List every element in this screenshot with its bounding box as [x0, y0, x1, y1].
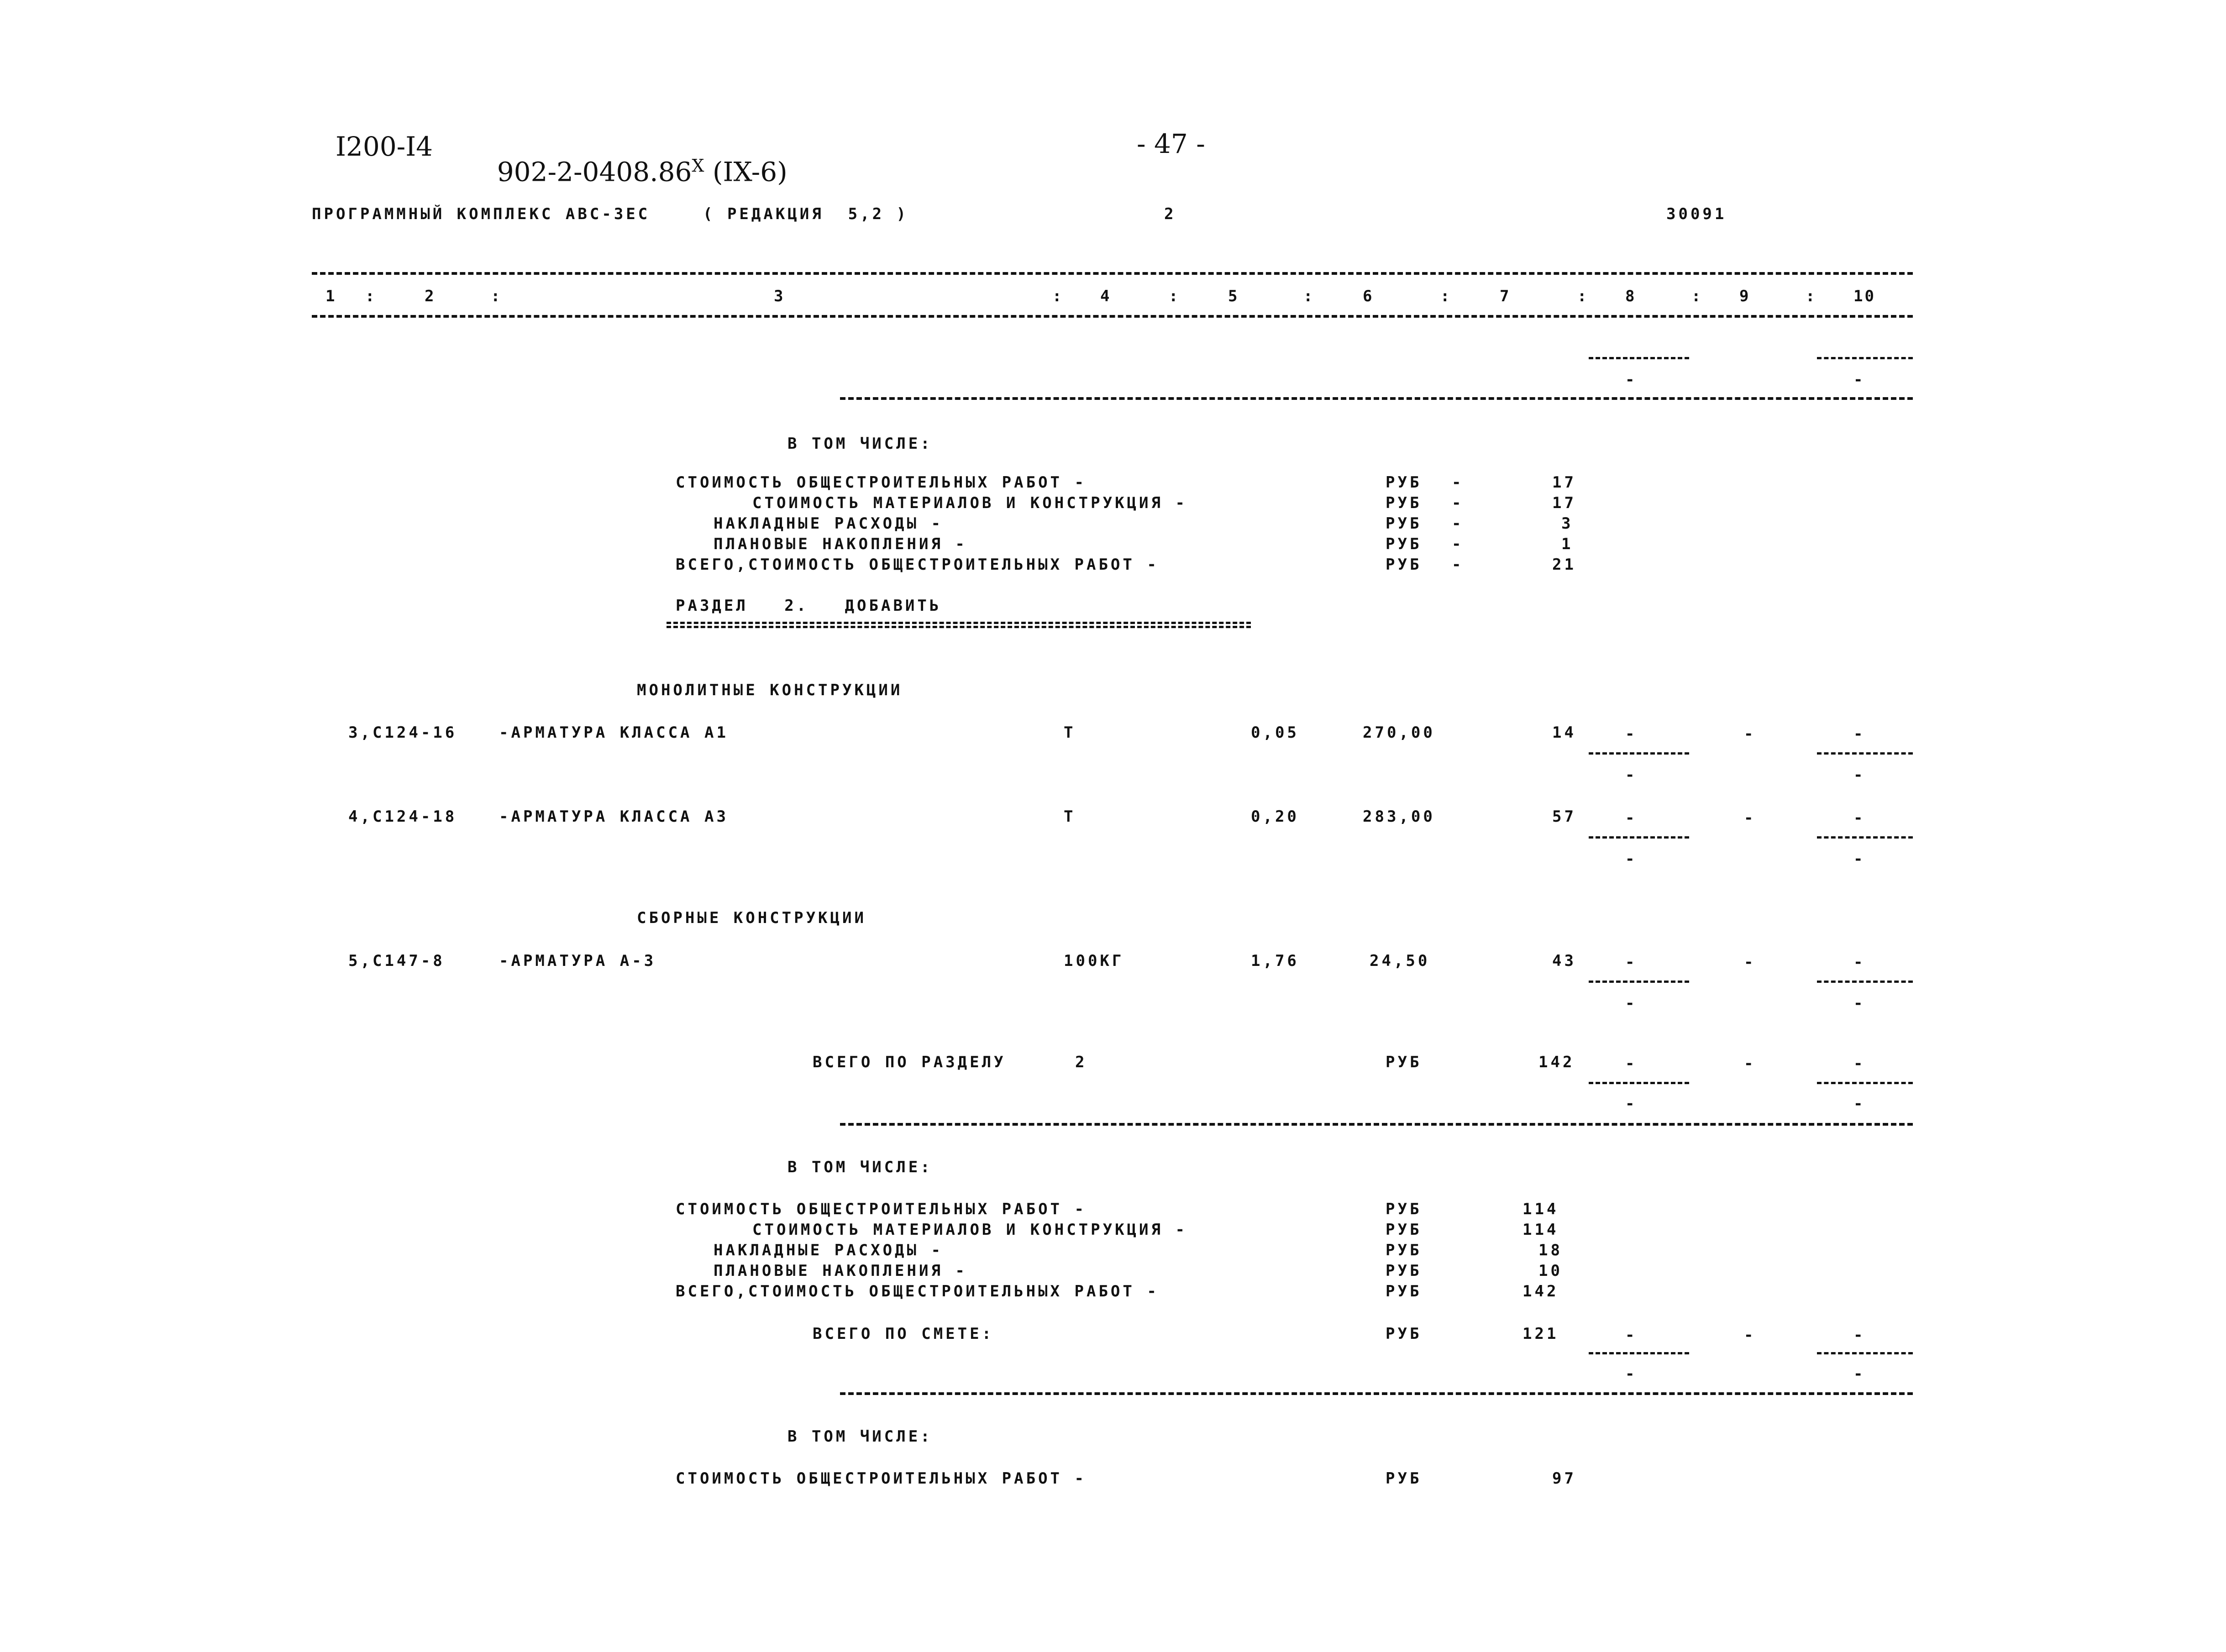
- summary-value: 10: [1538, 1262, 1563, 1280]
- column-separator: :: [1577, 287, 1589, 305]
- subtotal-rule: [1817, 752, 1913, 755]
- dash-mark: -: [1625, 1365, 1635, 1383]
- column-header: 5: [1228, 287, 1239, 305]
- program-page: 2: [1164, 205, 1176, 223]
- summary-label: ПЛАНОВЫЕ НАКОПЛЕНИЯ -: [714, 535, 967, 553]
- summary-value: 17: [1552, 494, 1576, 512]
- dash-mark: -: [1625, 371, 1635, 389]
- summary-sep: -: [1452, 494, 1464, 512]
- summary-sep: -: [1452, 514, 1464, 533]
- dash-mark: -: [1744, 809, 1754, 827]
- in-total-heading: В ТОМ ЧИСЛЕ:: [788, 1427, 933, 1446]
- item-name: -АРМАТУРА КЛАССА А1: [499, 724, 729, 742]
- item-qty: 0,05: [1251, 724, 1299, 742]
- summary-label: ПЛАНОВЫЕ НАКОПЛЕНИЯ -: [714, 1262, 967, 1280]
- summary-unit: РУБ: [1386, 1262, 1422, 1280]
- program-title: ПРОГРАММНЫЙ КОМПЛЕКС АВС-ЗЕС: [312, 205, 651, 223]
- subtotal-rule: [1817, 357, 1913, 359]
- column-header: 2: [425, 287, 436, 305]
- page-number: - 47 -: [1137, 128, 1205, 159]
- summary-value: 21: [1552, 556, 1576, 574]
- doc-number-main: 902-2-0408.86: [497, 156, 692, 188]
- section-total-number: 2: [1075, 1053, 1087, 1071]
- summary-label: СТОИМОСТЬ МАТЕРИАЛОВ И КОНСТРУКЦИЯ -: [752, 494, 1187, 512]
- item-qty: 1,76: [1251, 952, 1299, 970]
- dash-mark: -: [1853, 1326, 1863, 1344]
- section-total-value: 142: [1538, 1053, 1575, 1071]
- summary-unit: РУБ: [1386, 1469, 1422, 1488]
- item-name: -АРМАТУРА А-3: [499, 952, 656, 970]
- item-code: 5,С147-8: [348, 952, 445, 970]
- doc-number: [463, 131, 788, 211]
- column-separator: :: [1806, 287, 1817, 305]
- column-header: 7: [1500, 287, 1511, 305]
- summary-sep: -: [1452, 473, 1464, 492]
- dash-mark: -: [1625, 1326, 1635, 1344]
- dash-mark: -: [1853, 766, 1863, 784]
- section-total-unit: РУБ: [1386, 1053, 1422, 1071]
- column-separator: :: [1303, 287, 1315, 305]
- dash-mark: -: [1625, 766, 1635, 784]
- summary-value: 114: [1522, 1221, 1559, 1239]
- dash-mark: -: [1625, 994, 1635, 1012]
- summary-label: ВСЕГО,СТОИМОСТЬ ОБЩЕСТРОИТЕЛЬНЫХ РАБОТ -: [676, 556, 1159, 574]
- dash-mark: -: [1744, 1054, 1754, 1073]
- subtotal-rule: [1589, 836, 1689, 839]
- dash-mark: -: [1853, 725, 1863, 743]
- dash-mark: -: [1853, 809, 1863, 827]
- dash-mark: -: [1625, 953, 1635, 971]
- subtotal-rule: [1817, 981, 1913, 983]
- subtotal-rule: [1589, 357, 1689, 359]
- estimate-total-label: ВСЕГО ПО СМЕТЕ:: [813, 1325, 994, 1343]
- summary-label: СТОИМОСТЬ ОБЩЕСТРОИТЕЛЬНЫХ РАБОТ -: [676, 1200, 1087, 1218]
- dash-mark: -: [1744, 1326, 1754, 1344]
- summary-value: 114: [1522, 1200, 1559, 1218]
- table-header-top-rule: [312, 272, 1913, 275]
- dash-mark: -: [1853, 1054, 1863, 1073]
- column-header: 9: [1739, 287, 1751, 305]
- subtotal-rule: [1589, 1352, 1689, 1354]
- summary-value: 3: [1561, 514, 1574, 533]
- dash-mark: -: [1853, 1365, 1863, 1383]
- column-separator: :: [1052, 287, 1064, 305]
- summary-label: НАКЛАДНЫЕ РАСХОДЫ -: [714, 514, 943, 533]
- summary-unit: РУБ: [1386, 494, 1422, 512]
- group-heading-monolithic: МОНОЛИТНЫЕ КОНСТРУКЦИИ: [637, 681, 903, 699]
- summary-label: СТОИМОСТЬ ОБЩЕСТРОИТЕЛЬНЫХ РАБОТ -: [676, 473, 1087, 492]
- summary-label: ВСЕГО,СТОИМОСТЬ ОБЩЕСТРОИТЕЛЬНЫХ РАБОТ -: [676, 1282, 1159, 1301]
- item-sum: 43: [1552, 952, 1576, 970]
- item-code: 4,С124-18: [348, 808, 457, 826]
- column-header: 4: [1100, 287, 1112, 305]
- program-edition: ( РЕДАКЦИЯ 5,2 ): [703, 205, 908, 223]
- column-header: 6: [1363, 287, 1374, 305]
- item-code: 3,С124-16: [348, 724, 457, 742]
- dash-mark: -: [1625, 1095, 1635, 1113]
- item-sum: 57: [1552, 808, 1576, 826]
- summary-unit: РУБ: [1386, 556, 1422, 574]
- summary-unit: РУБ: [1386, 1221, 1422, 1239]
- dash-mark: -: [1853, 994, 1863, 1012]
- summary-value: 17: [1552, 473, 1576, 492]
- block-separator-rule: [840, 1392, 1913, 1395]
- column-header: 3: [774, 287, 785, 305]
- group-heading-prefab: СБОРНЫЕ КОНСТРУКЦИИ: [637, 909, 866, 927]
- dash-mark: -: [1625, 725, 1635, 743]
- item-unit: 100КГ: [1064, 952, 1124, 970]
- item-name: -АРМАТУРА КЛАССА А3: [499, 808, 729, 826]
- dash-mark: -: [1853, 850, 1863, 868]
- item-unit: Т: [1064, 808, 1076, 826]
- item-price: 283,00: [1363, 808, 1435, 826]
- column-separator: :: [1691, 287, 1703, 305]
- subtotal-rule: [1817, 1082, 1913, 1084]
- estimate-total-unit: РУБ: [1386, 1325, 1422, 1343]
- table-header-bottom-rule: [312, 315, 1913, 318]
- dash-mark: -: [1625, 850, 1635, 868]
- dash-mark: -: [1625, 1054, 1635, 1073]
- column-header: 10: [1853, 287, 1876, 305]
- summary-label: НАКЛАДНЫЕ РАСХОДЫ -: [714, 1241, 943, 1259]
- section-total-label: ВСЕГО ПО РАЗДЕЛУ: [813, 1053, 1006, 1071]
- summary-value: 142: [1522, 1282, 1559, 1301]
- subtotal-rule: [1817, 836, 1913, 839]
- item-price: 24,50: [1370, 952, 1430, 970]
- column-separator: :: [365, 287, 377, 305]
- in-total-heading: В ТОМ ЧИСЛЕ:: [788, 1158, 933, 1176]
- dash-mark: -: [1853, 371, 1863, 389]
- summary-unit: РУБ: [1386, 535, 1422, 553]
- dash-mark: -: [1853, 1095, 1863, 1113]
- summary-unit: РУБ: [1386, 514, 1422, 533]
- column-header: 8: [1625, 287, 1637, 305]
- column-header: 1: [326, 287, 337, 305]
- summary-unit: РУБ: [1386, 1282, 1422, 1301]
- item-price: 270,00: [1363, 724, 1435, 742]
- summary-value: 18: [1538, 1241, 1563, 1259]
- subtotal-rule: [1589, 981, 1689, 983]
- block-separator-rule: [840, 1123, 1913, 1126]
- section-title-underline: [667, 622, 1251, 628]
- column-separator: :: [491, 287, 502, 305]
- summary-unit: РУБ: [1386, 473, 1422, 492]
- summary-label: СТОИМОСТЬ МАТЕРИАЛОВ И КОНСТРУКЦИЯ -: [752, 1221, 1187, 1239]
- column-separator: :: [1440, 287, 1452, 305]
- in-total-heading: В ТОМ ЧИСЛЕ:: [788, 435, 933, 453]
- estimate-total-value: 121: [1522, 1325, 1559, 1343]
- doc-code: I200-I4: [336, 131, 433, 162]
- dash-mark: -: [1744, 725, 1754, 743]
- item-qty: 0,20: [1251, 808, 1299, 826]
- item-unit: Т: [1064, 724, 1076, 742]
- subtotal-rule: [1589, 1082, 1689, 1084]
- doc-number-sup: X: [692, 156, 704, 176]
- block-separator-rule: [840, 397, 1913, 400]
- doc-number-suffix: (IX-6): [712, 156, 788, 188]
- section-title: РАЗДЕЛ 2. ДОБАВИТЬ: [676, 597, 942, 615]
- subtotal-rule: [1817, 1352, 1913, 1354]
- dash-mark: -: [1625, 809, 1635, 827]
- dash-mark: -: [1744, 953, 1754, 971]
- summary-value: 1: [1561, 535, 1574, 553]
- summary-sep: -: [1452, 535, 1464, 553]
- summary-value: 97: [1552, 1469, 1576, 1488]
- subtotal-rule: [1589, 752, 1689, 755]
- item-sum: 14: [1552, 724, 1576, 742]
- summary-label: СТОИМОСТЬ ОБЩЕСТРОИТЕЛЬНЫХ РАБОТ -: [676, 1469, 1087, 1488]
- program-code: 30091: [1666, 205, 1727, 223]
- summary-unit: РУБ: [1386, 1241, 1422, 1259]
- summary-sep: -: [1452, 556, 1464, 574]
- dash-mark: -: [1853, 953, 1863, 971]
- column-separator: :: [1169, 287, 1180, 305]
- summary-unit: РУБ: [1386, 1200, 1422, 1218]
